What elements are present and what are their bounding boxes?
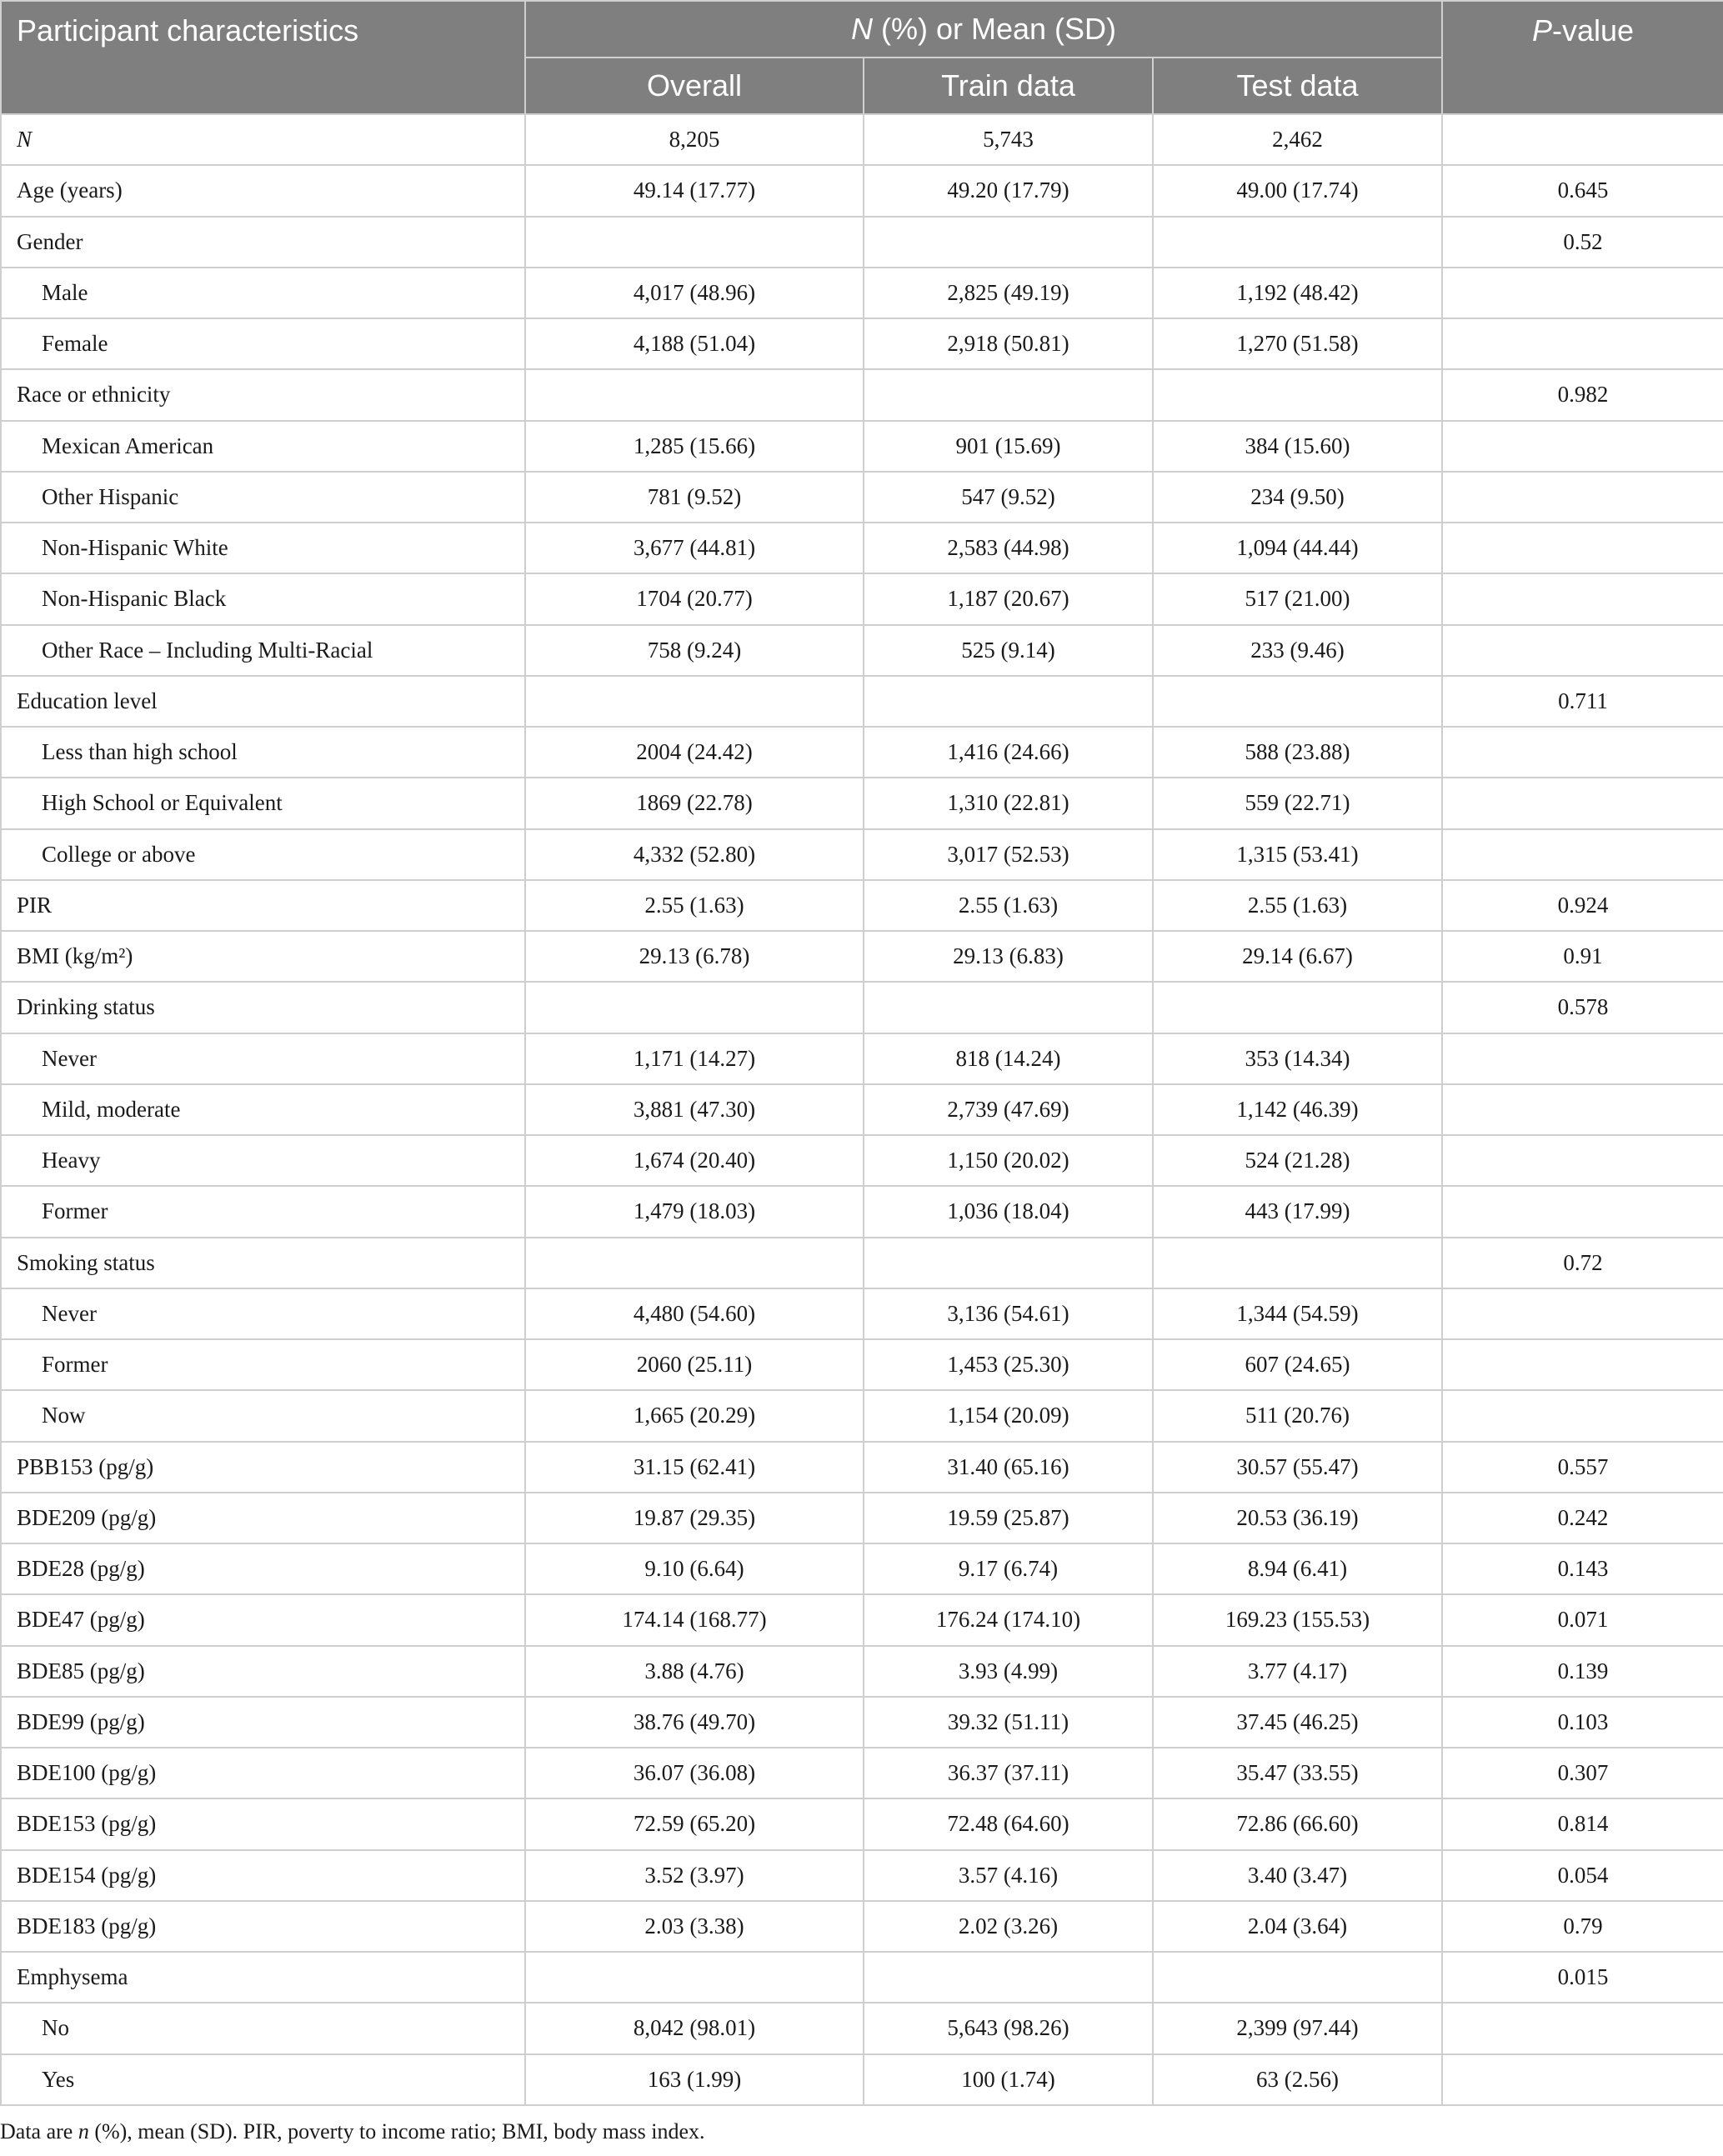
cell-overall: 4,480 (54.60) xyxy=(525,1288,864,1339)
cell-overall: 9.10 (6.64) xyxy=(525,1543,864,1594)
header-overall: Overall xyxy=(525,58,864,114)
table-row xyxy=(1,1646,1723,1697)
row-label: Now xyxy=(1,1390,525,1441)
cell-overall: 3,881 (47.30) xyxy=(525,1084,864,1135)
table-row xyxy=(1,573,1723,624)
row-label: BDE99 (pg/g) xyxy=(1,1697,525,1748)
header-row-top xyxy=(1,1,1723,58)
cell-pvalue: 0.143 xyxy=(1442,1543,1723,1594)
cell-pvalue: 0.103 xyxy=(1442,1697,1723,1748)
table-row xyxy=(1,1186,1723,1237)
cell-test: 2,462 xyxy=(1153,114,1442,165)
cell-overall xyxy=(525,1952,864,2003)
cell-train: 5,743 xyxy=(864,114,1153,165)
cell-overall: 3.52 (3.97) xyxy=(525,1850,864,1901)
header-pvalue-rest: -value xyxy=(1552,13,1635,48)
cell-test: 234 (9.50) xyxy=(1153,472,1442,523)
footnote-rest: (%), mean (SD). PIR, poverty to income ratio; BMI, body mass index. xyxy=(88,2119,705,2143)
row-label: Heavy xyxy=(1,1135,525,1186)
cell-overall: 1,285 (15.66) xyxy=(525,421,864,472)
row-label: Never xyxy=(1,1288,525,1339)
table-row xyxy=(1,1084,1723,1135)
cell-test xyxy=(1153,676,1442,727)
cell-pvalue xyxy=(1442,2003,1723,2053)
table-row xyxy=(1,1952,1723,2003)
row-label: Mexican American xyxy=(1,421,525,472)
cell-pvalue xyxy=(1442,625,1723,676)
cell-train: 1,154 (20.09) xyxy=(864,1390,1153,1441)
cell-overall: 163 (1.99) xyxy=(525,2054,864,2105)
cell-train: 72.48 (64.60) xyxy=(864,1798,1153,1849)
table-row xyxy=(1,1033,1723,1084)
cell-test: 233 (9.46) xyxy=(1153,625,1442,676)
cell-train: 3,136 (54.61) xyxy=(864,1288,1153,1339)
cell-pvalue xyxy=(1442,1033,1723,1084)
cell-train: 547 (9.52) xyxy=(864,472,1153,523)
row-label: Male xyxy=(1,268,525,318)
row-label: BDE85 (pg/g) xyxy=(1,1646,525,1697)
cell-train: 100 (1.74) xyxy=(864,2054,1153,2105)
row-label: BDE209 (pg/g) xyxy=(1,1493,525,1543)
cell-train: 9.17 (6.74) xyxy=(864,1543,1153,1594)
cell-test: 1,315 (53.41) xyxy=(1153,829,1442,880)
cell-pvalue: 0.52 xyxy=(1442,217,1723,268)
cell-train: 1,036 (18.04) xyxy=(864,1186,1153,1237)
table-row xyxy=(1,880,1723,931)
cell-test: 29.14 (6.67) xyxy=(1153,931,1442,982)
row-label: Non-Hispanic Black xyxy=(1,573,525,624)
cell-test: 524 (21.28) xyxy=(1153,1135,1442,1186)
table-row xyxy=(1,829,1723,880)
cell-overall: 2004 (24.42) xyxy=(525,727,864,778)
cell-train: 3,017 (52.53) xyxy=(864,829,1153,880)
footnote-prefix: Data are xyxy=(0,2119,78,2143)
cell-train: 901 (15.69) xyxy=(864,421,1153,472)
cell-pvalue xyxy=(1442,1135,1723,1186)
cell-train: 29.13 (6.83) xyxy=(864,931,1153,982)
table-row xyxy=(1,1798,1723,1849)
cell-test: 1,094 (44.44) xyxy=(1153,523,1442,573)
table-row xyxy=(1,2003,1723,2053)
cell-test: 2.04 (3.64) xyxy=(1153,1901,1442,1952)
table-row xyxy=(1,727,1723,778)
cell-train: 818 (14.24) xyxy=(864,1033,1153,1084)
cell-pvalue xyxy=(1442,727,1723,778)
cell-train: 525 (9.14) xyxy=(864,625,1153,676)
cell-overall: 72.59 (65.20) xyxy=(525,1798,864,1849)
cell-test: 559 (22.71) xyxy=(1153,778,1442,828)
cell-pvalue xyxy=(1442,778,1723,828)
cell-pvalue xyxy=(1442,318,1723,369)
cell-test: 63 (2.56) xyxy=(1153,2054,1442,2105)
cell-overall: 36.07 (36.08) xyxy=(525,1748,864,1798)
cell-test: 443 (17.99) xyxy=(1153,1186,1442,1237)
cell-overall: 1,171 (14.27) xyxy=(525,1033,864,1084)
table-body xyxy=(1,114,1723,2105)
cell-train: 1,310 (22.81) xyxy=(864,778,1153,828)
header-pvalue xyxy=(1442,1,1723,114)
cell-test: 3.40 (3.47) xyxy=(1153,1850,1442,1901)
table-row xyxy=(1,318,1723,369)
cell-train xyxy=(864,217,1153,268)
table-row xyxy=(1,2054,1723,2105)
cell-train: 3.93 (4.99) xyxy=(864,1646,1153,1697)
cell-train: 5,643 (98.26) xyxy=(864,2003,1153,2053)
cell-test: 37.45 (46.25) xyxy=(1153,1697,1442,1748)
row-label: Mild, moderate xyxy=(1,1084,525,1135)
cell-pvalue: 0.015 xyxy=(1442,1952,1723,2003)
cell-pvalue: 0.307 xyxy=(1442,1748,1723,1798)
cell-pvalue xyxy=(1442,1339,1723,1390)
table-footnote xyxy=(0,2119,705,2144)
row-label: BDE153 (pg/g) xyxy=(1,1798,525,1849)
table-row xyxy=(1,1442,1723,1493)
cell-pvalue: 0.982 xyxy=(1442,369,1723,420)
cell-pvalue: 0.645 xyxy=(1442,165,1723,216)
header-group xyxy=(525,1,1442,58)
row-label: No xyxy=(1,2003,525,2053)
cell-train: 2,918 (50.81) xyxy=(864,318,1153,369)
cell-test: 607 (24.65) xyxy=(1153,1339,1442,1390)
cell-pvalue: 0.711 xyxy=(1442,676,1723,727)
cell-train: 49.20 (17.79) xyxy=(864,165,1153,216)
row-label: BDE28 (pg/g) xyxy=(1,1543,525,1594)
row-label: College or above xyxy=(1,829,525,880)
cell-train: 3.57 (4.16) xyxy=(864,1850,1153,1901)
cell-overall: 3,677 (44.81) xyxy=(525,523,864,573)
row-label: BDE183 (pg/g) xyxy=(1,1901,525,1952)
table-row xyxy=(1,369,1723,420)
cell-overall: 781 (9.52) xyxy=(525,472,864,523)
table-row xyxy=(1,1339,1723,1390)
cell-test: 517 (21.00) xyxy=(1153,573,1442,624)
cell-overall: 3.88 (4.76) xyxy=(525,1646,864,1697)
cell-train: 2.55 (1.63) xyxy=(864,880,1153,931)
cell-pvalue xyxy=(1442,421,1723,472)
cell-test: 1,270 (51.58) xyxy=(1153,318,1442,369)
table-row xyxy=(1,1390,1723,1441)
cell-pvalue: 0.91 xyxy=(1442,931,1723,982)
cell-pvalue: 0.814 xyxy=(1442,1798,1723,1849)
table-row xyxy=(1,1288,1723,1339)
cell-test: 353 (14.34) xyxy=(1153,1033,1442,1084)
table-row xyxy=(1,1594,1723,1645)
cell-pvalue xyxy=(1442,1288,1723,1339)
cell-overall: 1704 (20.77) xyxy=(525,573,864,624)
table-row xyxy=(1,1238,1723,1288)
header-participant-characteristics: Participant characteristics xyxy=(1,1,525,114)
cell-train: 39.32 (51.11) xyxy=(864,1697,1153,1748)
cell-train: 36.37 (37.11) xyxy=(864,1748,1153,1798)
cell-overall: 49.14 (17.77) xyxy=(525,165,864,216)
row-label: Emphysema xyxy=(1,1952,525,2003)
table-row xyxy=(1,472,1723,523)
cell-test: 8.94 (6.41) xyxy=(1153,1543,1442,1594)
row-label: BMI (kg/m²) xyxy=(1,931,525,982)
cell-test: 20.53 (36.19) xyxy=(1153,1493,1442,1543)
cell-overall: 4,188 (51.04) xyxy=(525,318,864,369)
row-label: Gender xyxy=(1,217,525,268)
row-label: Age (years) xyxy=(1,165,525,216)
cell-test: 3.77 (4.17) xyxy=(1153,1646,1442,1697)
cell-train: 1,150 (20.02) xyxy=(864,1135,1153,1186)
row-label: Former xyxy=(1,1339,525,1390)
table-row xyxy=(1,625,1723,676)
cell-overall: 174.14 (168.77) xyxy=(525,1594,864,1645)
cell-test: 2.55 (1.63) xyxy=(1153,880,1442,931)
cell-train: 2,739 (47.69) xyxy=(864,1084,1153,1135)
cell-pvalue xyxy=(1442,1186,1723,1237)
cell-pvalue xyxy=(1442,114,1723,165)
cell-test: 35.47 (33.55) xyxy=(1153,1748,1442,1798)
table-row xyxy=(1,217,1723,268)
header-train: Train data xyxy=(864,58,1153,114)
row-label: Education level xyxy=(1,676,525,727)
cell-pvalue xyxy=(1442,268,1723,318)
cell-train: 176.24 (174.10) xyxy=(864,1594,1153,1645)
cell-overall: 4,332 (52.80) xyxy=(525,829,864,880)
table-row xyxy=(1,1850,1723,1901)
cell-test: 2,399 (97.44) xyxy=(1153,2003,1442,2053)
cell-train: 2.02 (3.26) xyxy=(864,1901,1153,1952)
cell-overall xyxy=(525,982,864,1033)
table-row xyxy=(1,931,1723,982)
row-label: N xyxy=(1,114,525,165)
cell-overall xyxy=(525,217,864,268)
header-group-n: N xyxy=(850,12,873,46)
table-row xyxy=(1,165,1723,216)
cell-pvalue: 0.139 xyxy=(1442,1646,1723,1697)
cell-overall: 8,205 xyxy=(525,114,864,165)
row-label: Other Race – Including Multi-Racial xyxy=(1,625,525,676)
cell-overall xyxy=(525,369,864,420)
cell-overall: 1,674 (20.40) xyxy=(525,1135,864,1186)
cell-pvalue: 0.054 xyxy=(1442,1850,1723,1901)
cell-pvalue xyxy=(1442,829,1723,880)
cell-pvalue xyxy=(1442,1390,1723,1441)
cell-pvalue: 0.578 xyxy=(1442,982,1723,1033)
cell-train: 2,583 (44.98) xyxy=(864,523,1153,573)
cell-train xyxy=(864,369,1153,420)
cell-test: 384 (15.60) xyxy=(1153,421,1442,472)
table-row xyxy=(1,1543,1723,1594)
row-label: BDE154 (pg/g) xyxy=(1,1850,525,1901)
cell-overall: 2060 (25.11) xyxy=(525,1339,864,1390)
cell-train: 1,453 (25.30) xyxy=(864,1339,1153,1390)
cell-pvalue: 0.071 xyxy=(1442,1594,1723,1645)
cell-train xyxy=(864,676,1153,727)
cell-train: 1,416 (24.66) xyxy=(864,727,1153,778)
table-row xyxy=(1,1493,1723,1543)
table-row xyxy=(1,268,1723,318)
table-row xyxy=(1,421,1723,472)
table-row xyxy=(1,114,1723,165)
cell-train: 31.40 (65.16) xyxy=(864,1442,1153,1493)
row-label: Female xyxy=(1,318,525,369)
cell-train: 19.59 (25.87) xyxy=(864,1493,1153,1543)
row-label: Other Hispanic xyxy=(1,472,525,523)
cell-test xyxy=(1153,217,1442,268)
row-label: Less than high school xyxy=(1,727,525,778)
cell-pvalue: 0.79 xyxy=(1442,1901,1723,1952)
table-row xyxy=(1,523,1723,573)
row-label: Never xyxy=(1,1033,525,1084)
cell-pvalue xyxy=(1442,523,1723,573)
header-group-rest: (%) or Mean (SD) xyxy=(872,12,1117,46)
table-row xyxy=(1,676,1723,727)
cell-test xyxy=(1153,1952,1442,2003)
row-label: Yes xyxy=(1,2054,525,2105)
cell-overall: 4,017 (48.96) xyxy=(525,268,864,318)
table-row xyxy=(1,1901,1723,1952)
cell-test: 49.00 (17.74) xyxy=(1153,165,1442,216)
table-row xyxy=(1,1697,1723,1748)
cell-train: 2,825 (49.19) xyxy=(864,268,1153,318)
cell-test: 1,192 (48.42) xyxy=(1153,268,1442,318)
cell-test: 1,344 (54.59) xyxy=(1153,1288,1442,1339)
cell-test xyxy=(1153,982,1442,1033)
row-label: High School or Equivalent xyxy=(1,778,525,828)
cell-test: 511 (20.76) xyxy=(1153,1390,1442,1441)
cell-overall: 1,479 (18.03) xyxy=(525,1186,864,1237)
cell-test: 30.57 (55.47) xyxy=(1153,1442,1442,1493)
cell-overall: 8,042 (98.01) xyxy=(525,2003,864,2053)
cell-pvalue xyxy=(1442,573,1723,624)
cell-test xyxy=(1153,369,1442,420)
cell-train xyxy=(864,982,1153,1033)
cell-overall xyxy=(525,1238,864,1288)
cell-pvalue: 0.242 xyxy=(1442,1493,1723,1543)
cell-overall: 2.03 (3.38) xyxy=(525,1901,864,1952)
cell-overall: 758 (9.24) xyxy=(525,625,864,676)
row-label: BDE100 (pg/g) xyxy=(1,1748,525,1798)
cell-overall: 31.15 (62.41) xyxy=(525,1442,864,1493)
row-label: Smoking status xyxy=(1,1238,525,1288)
row-label: Non-Hispanic White xyxy=(1,523,525,573)
cell-train xyxy=(864,1238,1153,1288)
cell-test: 72.86 (66.60) xyxy=(1153,1798,1442,1849)
cell-test: 169.23 (155.53) xyxy=(1153,1594,1442,1645)
table-row xyxy=(1,1748,1723,1798)
cell-pvalue xyxy=(1442,2054,1723,2105)
footnote-n: n xyxy=(78,2119,89,2143)
cell-overall: 1,665 (20.29) xyxy=(525,1390,864,1441)
cell-overall: 29.13 (6.78) xyxy=(525,931,864,982)
table-row xyxy=(1,1135,1723,1186)
cell-test: 588 (23.88) xyxy=(1153,727,1442,778)
cell-pvalue: 0.557 xyxy=(1442,1442,1723,1493)
cell-pvalue xyxy=(1442,1084,1723,1135)
table-row xyxy=(1,982,1723,1033)
header-pvalue-p: P xyxy=(1531,13,1552,48)
cell-overall: 38.76 (49.70) xyxy=(525,1697,864,1748)
cell-overall: 19.87 (29.35) xyxy=(525,1493,864,1543)
cell-test: 1,142 (46.39) xyxy=(1153,1084,1442,1135)
cell-pvalue: 0.72 xyxy=(1442,1238,1723,1288)
cell-overall: 2.55 (1.63) xyxy=(525,880,864,931)
header-test: Test data xyxy=(1153,58,1442,114)
row-label: Race or ethnicity xyxy=(1,369,525,420)
table-row xyxy=(1,778,1723,828)
row-label: BDE47 (pg/g) xyxy=(1,1594,525,1645)
cell-train xyxy=(864,1952,1153,2003)
cell-overall: 1869 (22.78) xyxy=(525,778,864,828)
cell-train: 1,187 (20.67) xyxy=(864,573,1153,624)
cell-pvalue xyxy=(1442,472,1723,523)
row-label: PIR xyxy=(1,880,525,931)
row-label: Drinking status xyxy=(1,982,525,1033)
cell-test xyxy=(1153,1238,1442,1288)
row-label: Former xyxy=(1,1186,525,1237)
cell-pvalue: 0.924 xyxy=(1442,880,1723,931)
row-label: PBB153 (pg/g) xyxy=(1,1442,525,1493)
cell-overall xyxy=(525,676,864,727)
